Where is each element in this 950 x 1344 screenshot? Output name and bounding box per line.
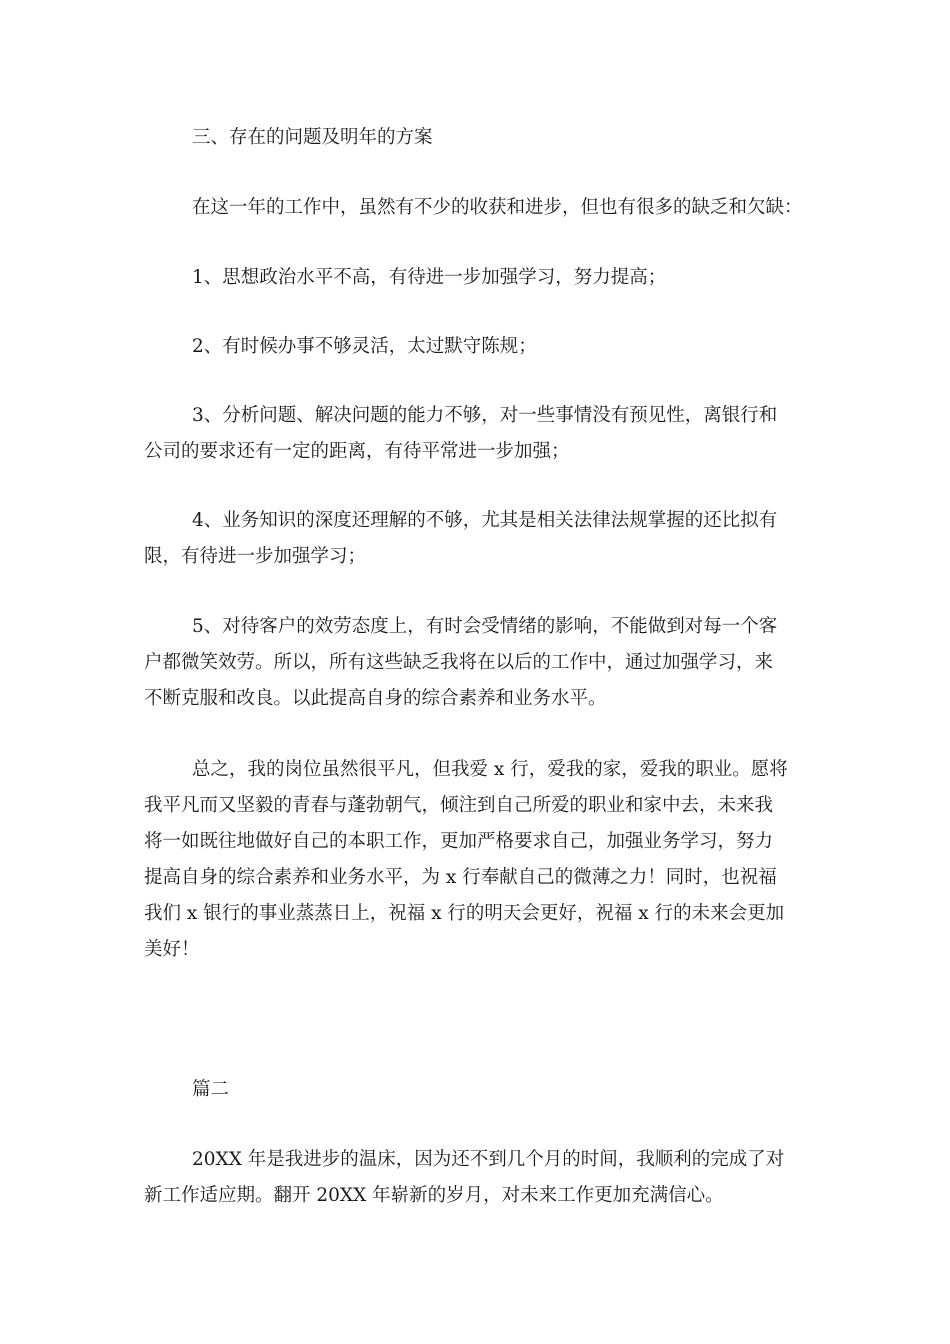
list-item-5-line-1: 5、对待客户的效劳态度上，有时会受情绪的影响，不能做到对每一个客 (192, 616, 778, 637)
summary-line-4: 提高自身的综合素养和业务水平，为 x 行奉献自己的微薄之力！同时，也祝福 (144, 867, 777, 888)
list-item-2: 2、有时候办事不够灵活，太过默守陈规； (192, 336, 537, 357)
list-item-1: 1、思想政治水平不高，有待进一步加强学习，努力提高； (192, 267, 667, 288)
summary-line-2: 我平凡而又坚毅的青春与蓬勃朝气，倾注到自己所爱的职业和家中去，未来我 (144, 795, 774, 816)
list-item-3-line-1: 3、分析问题、解决问题的能力不够，对一些事情没有预见性，离银行和 (192, 405, 778, 426)
list-item-3-line-2: 公司的要求还有一定的距离，有待平常进一步加强； (144, 441, 570, 462)
part2-line-1: 20XX 年是我进步的温床，因为还不到几个月的时间，我顺利的完成了对 (192, 1149, 785, 1170)
part-heading: 篇二 (192, 1079, 230, 1100)
list-item-4-line-2: 限，有待进一步加强学习； (144, 546, 367, 567)
summary-line-6: 美好！ (144, 939, 200, 960)
list-item-5-line-2: 户都微笑效劳。所以，所有这些缺乏我将在以后的工作中，通过加强学习，来 (144, 652, 774, 673)
part2-line-2: 新工作适应期。翻开 20XX 年崭新的岁月，对未来工作更加充满信心。 (144, 1185, 724, 1206)
list-item-5-line-3: 不断克服和改良。以此提高自身的综合素养和业务水平。 (144, 688, 607, 709)
summary-line-5: 我们 x 银行的事业蒸蒸日上，祝福 x 行的明天会更好，祝福 x 行的未来会更加 (144, 903, 785, 924)
paragraph-intro: 在这一年的工作中，虽然有不少的收获和进步，但也有很多的缺乏和欠缺： (192, 197, 803, 218)
list-item-4-line-1: 4、业务知识的深度还理解的不够，尤其是相关法律法规掌握的还比拟有 (192, 510, 778, 531)
section-heading: 三、存在的问题及明年的方案 (192, 127, 433, 148)
summary-line-3: 将一如既往地做好自己的本职工作，更加严格要求自己，加强业务学习，努力 (144, 831, 774, 852)
summary-line-1: 总之，我的岗位虽然很平凡，但我爱 x 行，爱我的家，爱我的职业。愿将 (192, 759, 788, 780)
